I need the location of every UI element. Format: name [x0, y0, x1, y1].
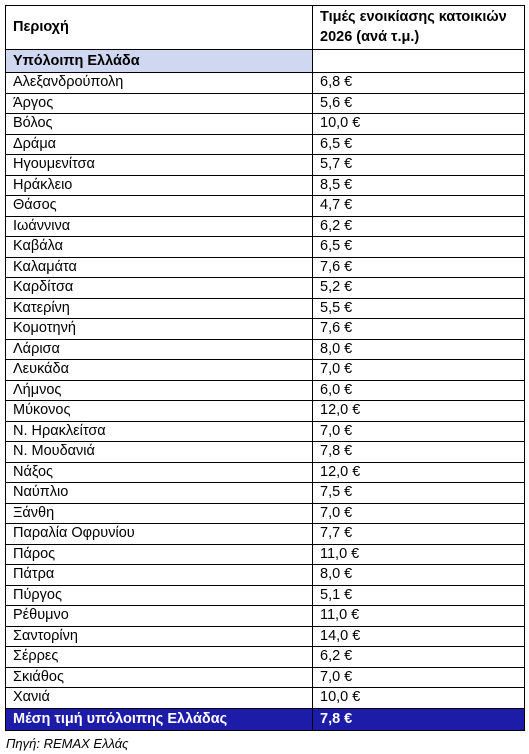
- region-cell: Ξάνθη: [6, 503, 313, 524]
- region-cell: Σκιάθος: [6, 667, 313, 688]
- average-row: [6, 708, 525, 730]
- table-row: [6, 565, 525, 586]
- region-cell: Λευκάδα: [6, 360, 313, 381]
- price-cell: 6,2 €: [313, 216, 525, 237]
- region-cell: Σαντορίνη: [6, 626, 313, 647]
- price-cell: 7,0 €: [313, 667, 525, 688]
- table-row: [6, 380, 525, 401]
- section-empty-cell: [313, 50, 525, 73]
- table-row: [6, 155, 525, 176]
- price-cell: 11,0 €: [313, 544, 525, 565]
- table-row: [6, 216, 525, 237]
- table-row: [6, 298, 525, 319]
- table-row: [6, 544, 525, 565]
- region-cell: Λάρισα: [6, 339, 313, 360]
- table-row: [6, 196, 525, 217]
- price-cell: 5,5 €: [313, 298, 525, 319]
- price-cell: 5,6 €: [313, 93, 525, 114]
- region-cell: Άργος: [6, 93, 313, 114]
- region-cell: Πάτρα: [6, 565, 313, 586]
- table-row: [6, 93, 525, 114]
- region-cell: Χανιά: [6, 688, 313, 709]
- price-cell: 14,0 €: [313, 626, 525, 647]
- table-row: [6, 688, 525, 709]
- price-cell: 6,8 €: [313, 73, 525, 94]
- table-row: [6, 360, 525, 381]
- region-cell: Πάρος: [6, 544, 313, 565]
- region-column-header: Περιοχή: [6, 6, 313, 50]
- table-row: [6, 73, 525, 94]
- price-cell: 6,0 €: [313, 380, 525, 401]
- price-cell: 8,5 €: [313, 175, 525, 196]
- region-cell: Ηγουμενίτσα: [6, 155, 313, 176]
- price-cell: 8,0 €: [313, 339, 525, 360]
- table-row: [6, 524, 525, 545]
- table-row: [6, 647, 525, 668]
- region-cell: Ιωάννινα: [6, 216, 313, 237]
- price-cell: 7,0 €: [313, 503, 525, 524]
- section-title: Υπόλοιπη Ελλάδα: [6, 50, 313, 73]
- table-row: [6, 462, 525, 483]
- average-label: Μέση τιμή υπόλοιπης Ελλάδας: [6, 708, 313, 730]
- price-cell: 12,0 €: [313, 462, 525, 483]
- price-cell: 8,0 €: [313, 565, 525, 586]
- price-cell: 7,6 €: [313, 257, 525, 278]
- table-row: [6, 442, 525, 463]
- table-row: [6, 585, 525, 606]
- region-cell: Βόλος: [6, 114, 313, 135]
- price-cell: 7,7 €: [313, 524, 525, 545]
- rent-prices-table: [5, 5, 525, 731]
- region-cell: Ρέθυμνο: [6, 606, 313, 627]
- price-cell: 4,7 €: [313, 196, 525, 217]
- table-row: [6, 134, 525, 155]
- region-cell: Καλαμάτα: [6, 257, 313, 278]
- table-row: [6, 421, 525, 442]
- table-row: [6, 401, 525, 422]
- price-cell: 10,0 €: [313, 688, 525, 709]
- region-cell: Κατερίνη: [6, 298, 313, 319]
- region-cell: Σέρρες: [6, 647, 313, 668]
- price-cell: 7,0 €: [313, 421, 525, 442]
- table-row: [6, 606, 525, 627]
- table-row: [6, 237, 525, 258]
- table-row: [6, 626, 525, 647]
- header-row: [6, 6, 525, 50]
- price-cell: 5,2 €: [313, 278, 525, 299]
- price-cell: 6,5 €: [313, 237, 525, 258]
- price-cell: 12,0 €: [313, 401, 525, 422]
- region-cell: Πύργος: [6, 585, 313, 606]
- price-cell: 7,8 €: [313, 442, 525, 463]
- average-price: 7,8 €: [313, 708, 525, 730]
- region-cell: Παραλία Οφρυνίου: [6, 524, 313, 545]
- price-cell: 10,0 €: [313, 114, 525, 135]
- price-cell: 7,0 €: [313, 360, 525, 381]
- table-body: [6, 50, 525, 709]
- region-cell: Ν. Μουδανιά: [6, 442, 313, 463]
- price-cell: 5,7 €: [313, 155, 525, 176]
- region-cell: Θάσος: [6, 196, 313, 217]
- source-note: Πηγή: REMAX Ελλάς: [6, 736, 129, 751]
- region-cell: Νάξος: [6, 462, 313, 483]
- table-row: [6, 114, 525, 135]
- table-row: [6, 257, 525, 278]
- price-cell: 6,5 €: [313, 134, 525, 155]
- region-cell: Κομοτηνή: [6, 319, 313, 340]
- price-cell: 11,0 €: [313, 606, 525, 627]
- region-cell: Ν. Ηρακλείτσα: [6, 421, 313, 442]
- table-row: [6, 175, 525, 196]
- region-cell: Ναύπλιο: [6, 483, 313, 504]
- region-cell: Δράμα: [6, 134, 313, 155]
- price-cell: 7,6 €: [313, 319, 525, 340]
- table-row: [6, 667, 525, 688]
- price-cell: 5,1 €: [313, 585, 525, 606]
- region-cell: Καβάλα: [6, 237, 313, 258]
- table-row: [6, 483, 525, 504]
- price-cell: 6,2 €: [313, 647, 525, 668]
- table-row: [6, 278, 525, 299]
- region-cell: Μύκονος: [6, 401, 313, 422]
- table-row: [6, 503, 525, 524]
- price-column-header: Τιμές ενοικίασης κατοικιών 2026 (ανά τ.μ.): [313, 6, 525, 50]
- section-row: [6, 50, 525, 73]
- region-cell: Ηράκλειο: [6, 175, 313, 196]
- region-cell: Καρδίτσα: [6, 278, 313, 299]
- region-cell: Λήμνος: [6, 380, 313, 401]
- table-row: [6, 319, 525, 340]
- table-row: [6, 339, 525, 360]
- region-cell: Αλεξανδρούπολη: [6, 73, 313, 94]
- price-cell: 7,5 €: [313, 483, 525, 504]
